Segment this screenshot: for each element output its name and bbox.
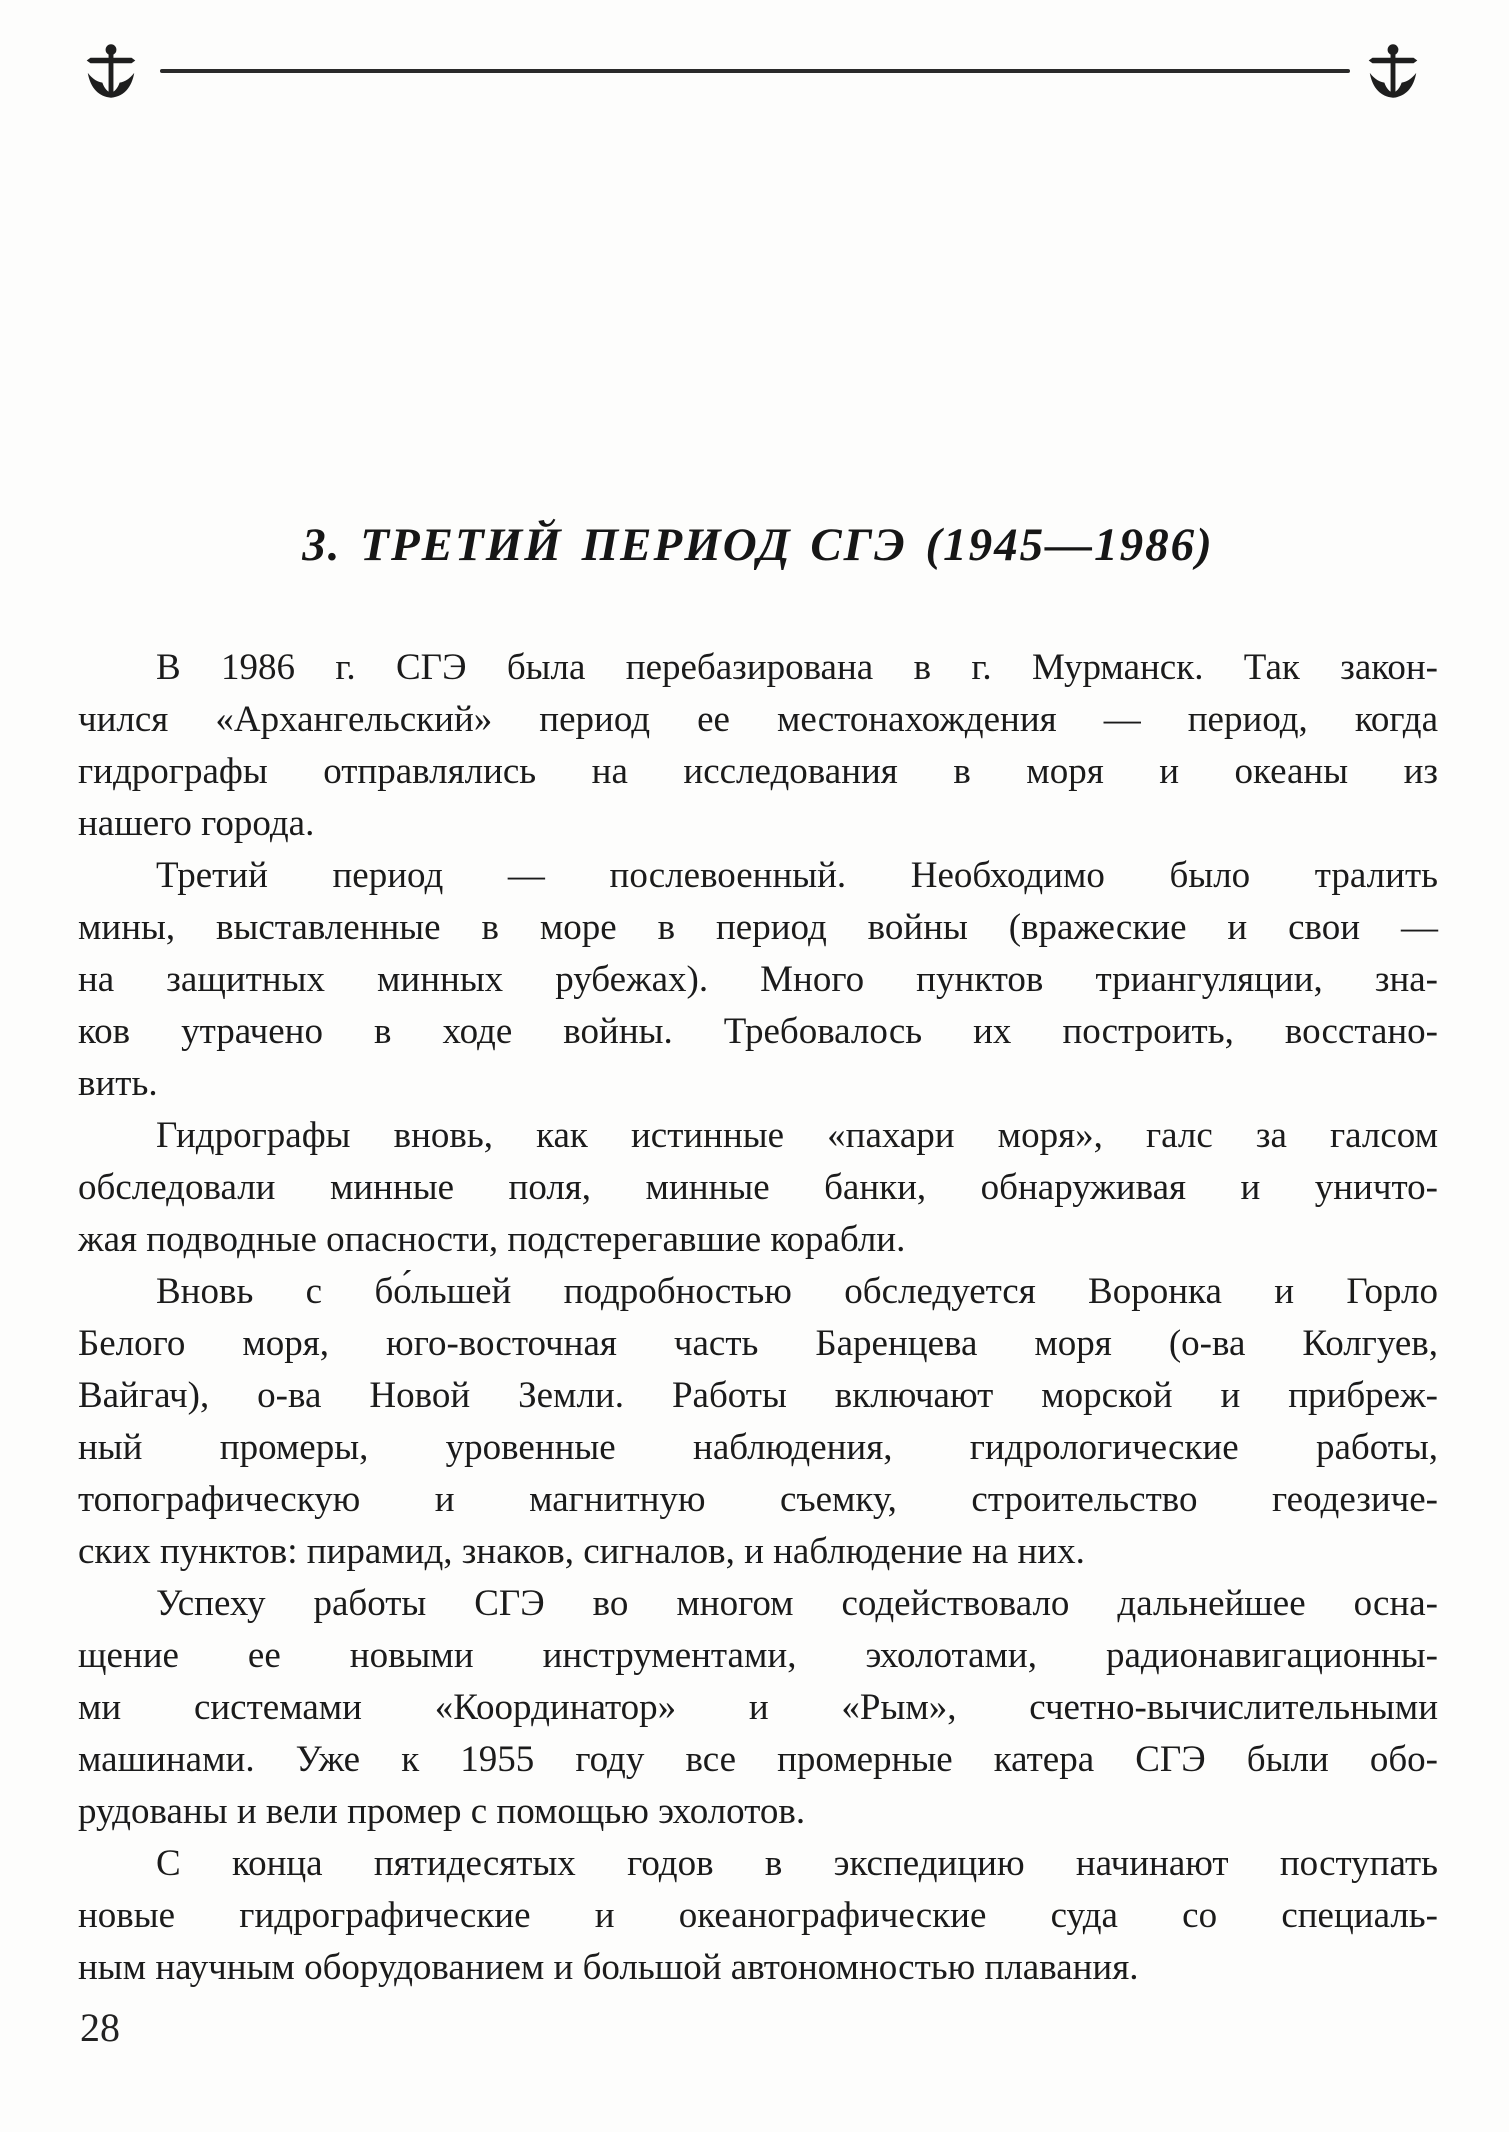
text-line: новые гидрографические и океанографические суда со специаль- (78, 1895, 1438, 1936)
text-line: топографическую и магнитную съемку, строительство геодезиче- (78, 1479, 1438, 1520)
text-line: мины, выставленные в море в период войны (вражеские и свои — (78, 907, 1438, 948)
text-line: нашего города. (78, 803, 315, 844)
paragraph (78, 642, 1438, 850)
text-line: ный промеры, уровенные наблюдения, гидрологические работы, (78, 1427, 1438, 1468)
text-line: рудованы и вели промер с помощью эхолотов. (78, 1791, 806, 1832)
paragraph (78, 1266, 1438, 1578)
text-line: ских пунктов: пирамид, знаков, сигналов, и наблюдение на них. (78, 1531, 1085, 1572)
paragraph (78, 1110, 1438, 1266)
text-line: щение ее новыми инструментами, эхолотами, радионавигационны- (78, 1635, 1438, 1676)
text-line: Третий период — послевоенный. Необходимо было тралить (156, 855, 1438, 896)
text-line: вить. (78, 1063, 158, 1104)
text-line: машинами. Уже к 1955 году все промерные катера СГЭ были обо- (78, 1739, 1438, 1780)
text-line: ков утрачено в ходе войны. Требовалось их построить, восстано- (78, 1011, 1438, 1052)
text-line: С конца пятидесятых годов в экспедицию начинают поступать (156, 1843, 1438, 1884)
section-heading: 3. ТРЕТИЙ ПЕРИОД СГЭ (1945—1986) (302, 519, 1214, 571)
anchor-icon (1366, 42, 1420, 106)
text-line: Вайгач), о-ва Новой Земли. Работы включают морской и прибреж- (78, 1375, 1438, 1416)
paragraph (78, 850, 1438, 1110)
text-line: Гидрографы вновь, как истинные «пахари моря», галс за галсом (156, 1115, 1438, 1156)
text-line: на защитных минных рубежах). Много пунктов триангуляции, зна- (78, 959, 1438, 1000)
text-line: В 1986 г. СГЭ была перебазирована в г. Мурманск. Так закон- (156, 647, 1438, 688)
page-body (78, 642, 1438, 1994)
text-line: гидрографы отправлялись на исследования в моря и океаны из (78, 751, 1438, 792)
text-line: Вновь с бо́льшей подробностью обследуется Воронка и Горло (156, 1271, 1438, 1312)
text-line: обследовали минные поля, минные банки, обнаруживая и уничто- (78, 1167, 1438, 1208)
anchor-icon (84, 42, 138, 106)
page-number: 28 (80, 2005, 120, 2050)
text-line: Успеху работы СГЭ во многом содействовало дальнейшее осна- (156, 1583, 1438, 1624)
text-line: чился «Архангельский» период ее местонахождения — период, когда (78, 699, 1438, 740)
text-line: ми системами «Координатор» и «Рым», счетно-вычислительными (78, 1687, 1438, 1728)
header-rule (160, 69, 1350, 73)
paragraph (78, 1838, 1438, 1994)
text-line: жая подводные опасности, подстерегавшие корабли. (78, 1219, 906, 1260)
text-line: ным научным оборудованием и большой автономностью плавания. (78, 1947, 1139, 1988)
text-line: Белого моря, юго-восточная часть Баренцева моря (о-ва Колгуев, (78, 1323, 1438, 1364)
paragraph (78, 1578, 1438, 1838)
